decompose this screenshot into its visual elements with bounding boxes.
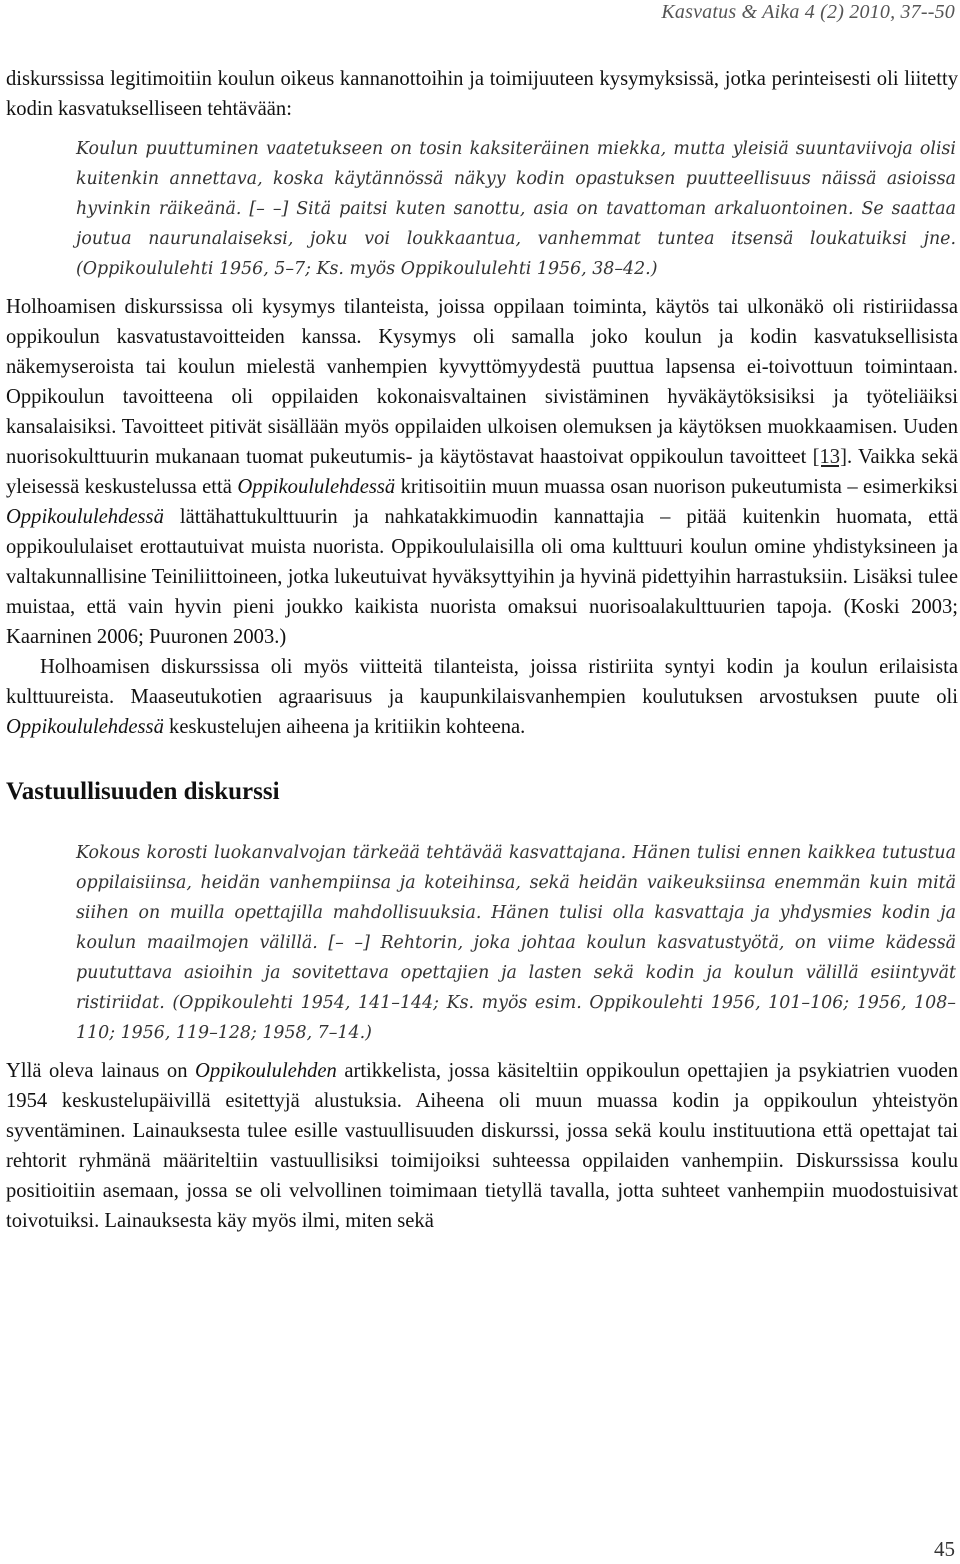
paragraph-holhoaminen-cultures [6, 652, 958, 742]
paragraph-holhoaminen [6, 292, 958, 652]
journal-title-emphasis: Oppikoululehden [195, 1060, 337, 1082]
reference-link[interactable]: [13] [812, 446, 847, 468]
running-header: Kasvatus & Aika 4 (2) 2010, 37--50 [661, 1, 955, 23]
paragraph-vastuullisuus [6, 1056, 958, 1236]
section-heading: Vastuullisuuden diskurssi [6, 778, 280, 805]
page-number: 45 [934, 1537, 955, 1561]
text-segment: kritisoitiin muun muassa osan nuorison pukeutumista – esimerkiksi [395, 476, 958, 498]
text-segment: . Vaikka sekä yleisessä keskustelussa että [6, 446, 958, 498]
journal-title-emphasis: Oppikoululehdessä [6, 506, 164, 528]
text-segment: artikkelista, jossa käsiteltiin oppikoulun opettajien ja psykiatrien vuoden 1954 keskustelupäivillä esitettyjä alustuksia. Aiheena oli muun muassa kodin ja oppikoulun yhteistyön syventäminen. Lainauksesta tulee esille vastuullisuuden diskurssi, jossa sekä koulu instituutiona että opettajat tai rehtorit ryhmänä määriteltiin vastuullisiksi toimijoiksi suhteessa oppilaiden vanhempiin. Diskurssissa koulu positioitiin asemaan, jossa se oli velvollinen toimimaan tietyllä tavalla, jotta suhteet vanhempiin muodostuisivat toivotuiksi. Lainauksesta käy myös ilmi, miten sekä [6, 1060, 958, 1232]
text-segment: lättähattukulttuurin ja nahkatakkimuodin kannattajia – pitää kuitenkin huomata, että oppikoululaiset erottautuivat muista nuorista. Oppikoululaisilla oli oma kulttuuri koulun omine yhdistyksineen ja valtakunnallisine Teiniliittoineen, jotka lukeutuivat hyväksyttyihin ja hyvinä pidettyihin harrastuksiin. Lisäksi tulee muistaa, että vain hyvin pieni joukko kaikista nuorista omaksui nuorisoalakulttuurien tapoja. (Koski 2003; Kaarninen 2006; Puuronen 2003.) [6, 506, 958, 648]
text-segment: Holhoamisen diskurssissa oli kysymys tilanteista, joissa oppilaan toiminta, käytös tai ulkonäkö oli ristiriidassa oppikoulun kasvatustavoitteiden kanssa. Kysymys oli samalla joko koulun ja kodin kasvatuksellisista näkemyseroista tai koulun mielestä vanhempien kyvyttömyydestä puuttua lapsensa ei-toivottuun toimintaan. Oppikoulun tavoitteena oli oppilaiden kokonaisvaltainen sivistäminen hyväkäytöksisiksi ja työteliäiksi kansalaisiksi. Tavoitteet pitivät sisällään myös oppilaiden ulkoisen olemuksen ja käytöksen muokkaamisen. Uuden nuorisokulttuurin mukanaan tuomat pukeutumis- ja käytöstavat haastoivat oppikoulun tavoitteet [6, 296, 958, 468]
text-segment: keskustelujen aiheena ja kritiikin kohteena. [163, 716, 526, 738]
text-segment: Yllä oleva lainaus on [6, 1060, 196, 1082]
text-segment: Holhoamisen diskurssissa oli myös viitteitä tilanteista, joissa ristiriita syntyi kodin ja koulun erilaisista kulttuureista. Maaseutukotien agraarisuus ja kaupunkilaisvanhempien koulutuksen arvostuksen puute oli [6, 656, 958, 708]
journal-title-emphasis: Oppikoululehdessä [6, 716, 164, 738]
block-quote-clothing: Koulun puuttuminen vaatetukseen on tosin kaksiteräinen miekka, mutta yleisiä suuntaviivoja olisi kuitenkin annettava, koska käytännössä näkyy kodin opastuksen puutteellisuus näissä asioissa hyvinkin räikeänä. [– –] Sitä paitsi kuten sanottu, asia on tavattoman arkaluontoinen. Se saattaa joutua naurunalaiseksi, joku voi loukkaantua, vanhemmat tuntea itsensä loukatuiksi jne. (Oppikoululehti 1956, 5–7; Ks. myös Oppikoululehti 1956, 38–42.) [76, 139, 956, 279]
block-quote-class-teacher: Kokous korosti luokanvalvojan tärkeää tehtävää kasvattajana. Hänen tulisi ennen kaikkea tutustua oppilaisiinsa, heidän vanhempiinsa ja koteihinsa, sekä heidän vaikeuksiinsa enemmän kuin mitä siihen on muilla opettajilla mahdollisuuksia. Hänen tulisi olla kasvattaja ja yhdysmies kodin ja koulun maailmojen välillä. [– –] Rehtorin, joka johtaa koulun kasvatustyötä, on viime kädessä puututtava asioihin ja sovitettava opettajien ja lasten sekä kodin ja koulun välillä esiintyvät ristiriidat. (Oppikoulehti 1954, 141–144; Ks. myös esim. Oppikoulehti 1956, 101–106; 1956, 108–110; 1956, 119–128; 1958, 7–14.) [76, 843, 956, 1043]
paragraph-intro: diskurssissa legitimoitiin koulun oikeus kannanottoihin ja toimijuuteen kysymyksissä, jotka perinteisesti oli liitetty kodin kasvatukselliseen tehtävään: [6, 68, 958, 120]
journal-title-emphasis: Oppikoululehdessä [237, 476, 396, 498]
article-body [6, 64, 958, 1236]
